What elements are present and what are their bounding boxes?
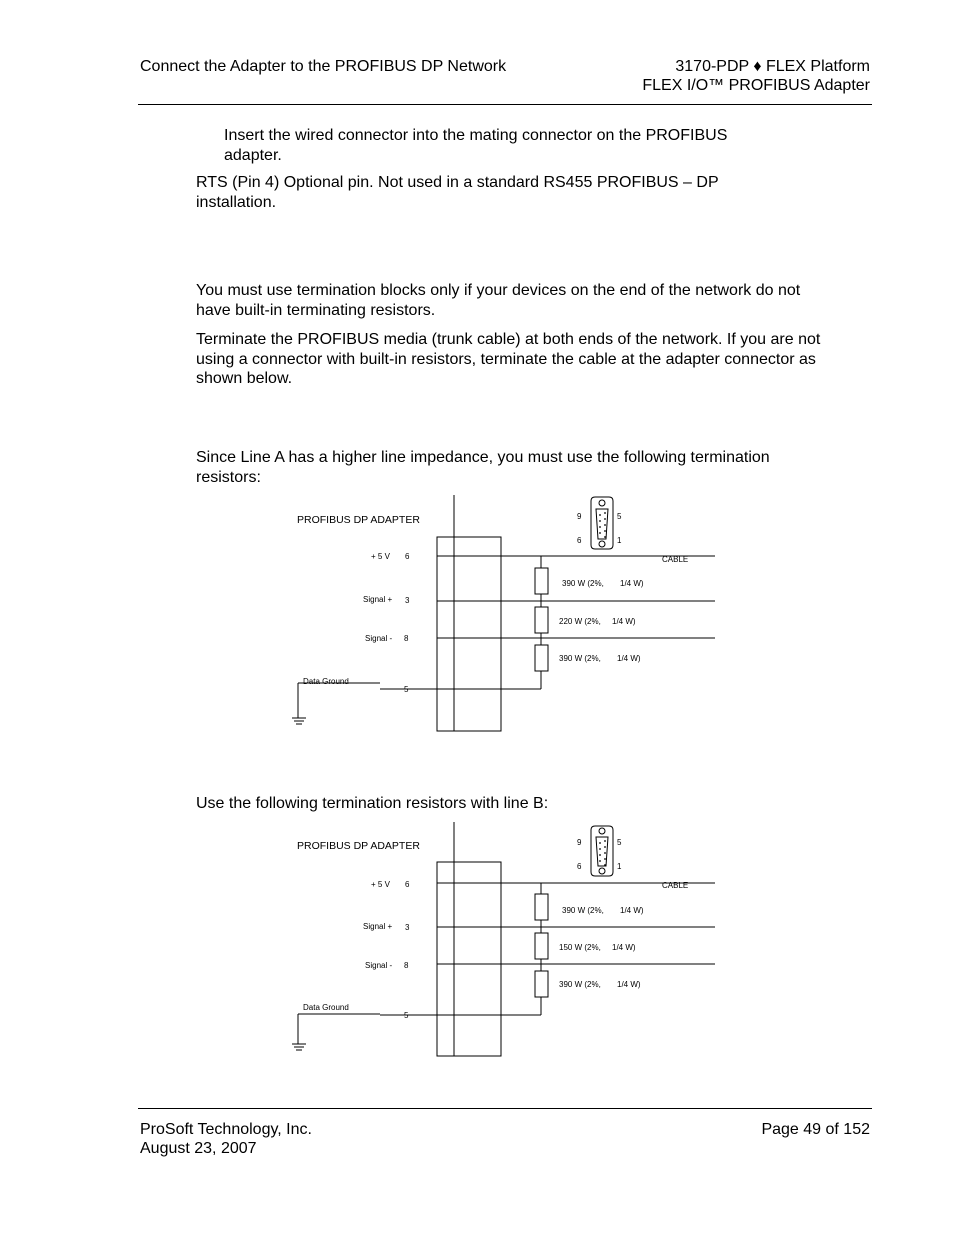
signal-plus-pin: 3 [405,923,410,932]
header-rule [138,104,872,105]
termination-diagram-line-b [280,820,730,1065]
resistor-3-value: 390 W (2%, [559,654,601,663]
plus5v-pin: 6 [405,552,410,561]
pin-label-1: 1 [617,862,622,871]
signal-minus-pin: 8 [404,634,409,643]
adapter-label: PROFIBUS DP ADAPTER [297,514,420,526]
paragraph-terminate-media: Terminate the PROFIBUS media (trunk cable) at both ends of the network. If you are not using a connector with built-in resistors, terminate the cable at the adapter connector as shown below. [196,331,821,387]
resistor-2-value: 150 W (2%, [559,943,601,952]
header-section-title: Connect the Adapter to the PROFIBUS DP Network [140,58,507,75]
footer-date: August 23, 2007 [140,1140,257,1157]
paragraph-insert-connector: Insert the wired connector into the mating connector on the PROFIBUS adapter. [224,127,728,164]
resistor-1 [535,894,548,920]
resistor-2 [535,607,548,633]
signal-minus-label: Signal - [365,961,393,970]
footer-page-number: Page 49 of 152 [761,1121,870,1138]
footer-company: ProSoft Technology, Inc. [140,1121,312,1138]
pin-label-6: 6 [577,536,582,545]
resistor-1 [535,568,548,594]
termination-diagram-line-a [280,493,730,738]
data-ground-label: Data Ground [303,1003,349,1012]
plus5v-label: + 5 V [371,552,390,561]
data-ground-label: Data Ground [303,677,349,686]
signal-minus-pin: 8 [404,961,409,970]
paragraph-rts-pin: RTS (Pin 4) Optional pin. Not used in a standard RS455 PROFIBUS – DP installation. [196,174,719,211]
resistor-2-value: 220 W (2%, [559,617,601,626]
paragraph-line-b: Use the following termination resistors with line B: [196,795,549,812]
plus5v-pin: 6 [405,880,410,889]
header-product-line2: FLEX I/O™ PROFIBUS Adapter [642,77,870,94]
data-ground-pin: 5 [404,1011,409,1020]
resistor-3-value: 390 W (2%, [559,980,601,989]
plus5v-label: + 5 V [371,880,390,889]
pin-label-9: 9 [577,838,582,847]
terminal-block [437,537,501,731]
terminal-block [437,862,501,1056]
resistor-1-power: 1/4 W) [620,906,644,915]
signal-plus-pin: 3 [405,596,410,605]
signal-plus-label: Signal + [363,922,393,931]
adapter-label: PROFIBUS DP ADAPTER [297,840,420,852]
paragraph-termination-blocks: You must use termination blocks only if your devices on the end of the network do not have built-in terminating resistors. [196,282,801,319]
resistor-1-power: 1/4 W) [620,579,644,588]
pin-label-1: 1 [617,536,622,545]
signal-plus-label: Signal + [363,595,393,604]
pin-label-9: 9 [577,512,582,521]
signal-minus-label: Signal - [365,634,393,643]
header-product-line1: 3170-PDP ♦ FLEX Platform [675,58,870,75]
resistor-2-power: 1/4 W) [612,943,636,952]
cable-label: CABLE [662,555,689,564]
resistor-2 [535,933,548,959]
pin-label-5: 5 [617,838,622,847]
resistor-1-value: 390 W (2%, [562,906,604,915]
resistor-2-power: 1/4 W) [612,617,636,626]
footer-rule [138,1108,872,1109]
resistor-3-power: 1/4 W) [617,980,641,989]
resistor-3-power: 1/4 W) [617,654,641,663]
resistor-3 [535,645,548,671]
data-ground-pin: 5 [404,685,409,694]
paragraph-line-a: Since Line A has a higher line impedance, you must use the following termination resistors: [196,449,770,486]
cable-label: CABLE [662,881,689,890]
resistor-1-value: 390 W (2%, [562,579,604,588]
pin-label-5: 5 [617,512,622,521]
pin-label-6: 6 [577,862,582,871]
resistor-3 [535,971,548,997]
